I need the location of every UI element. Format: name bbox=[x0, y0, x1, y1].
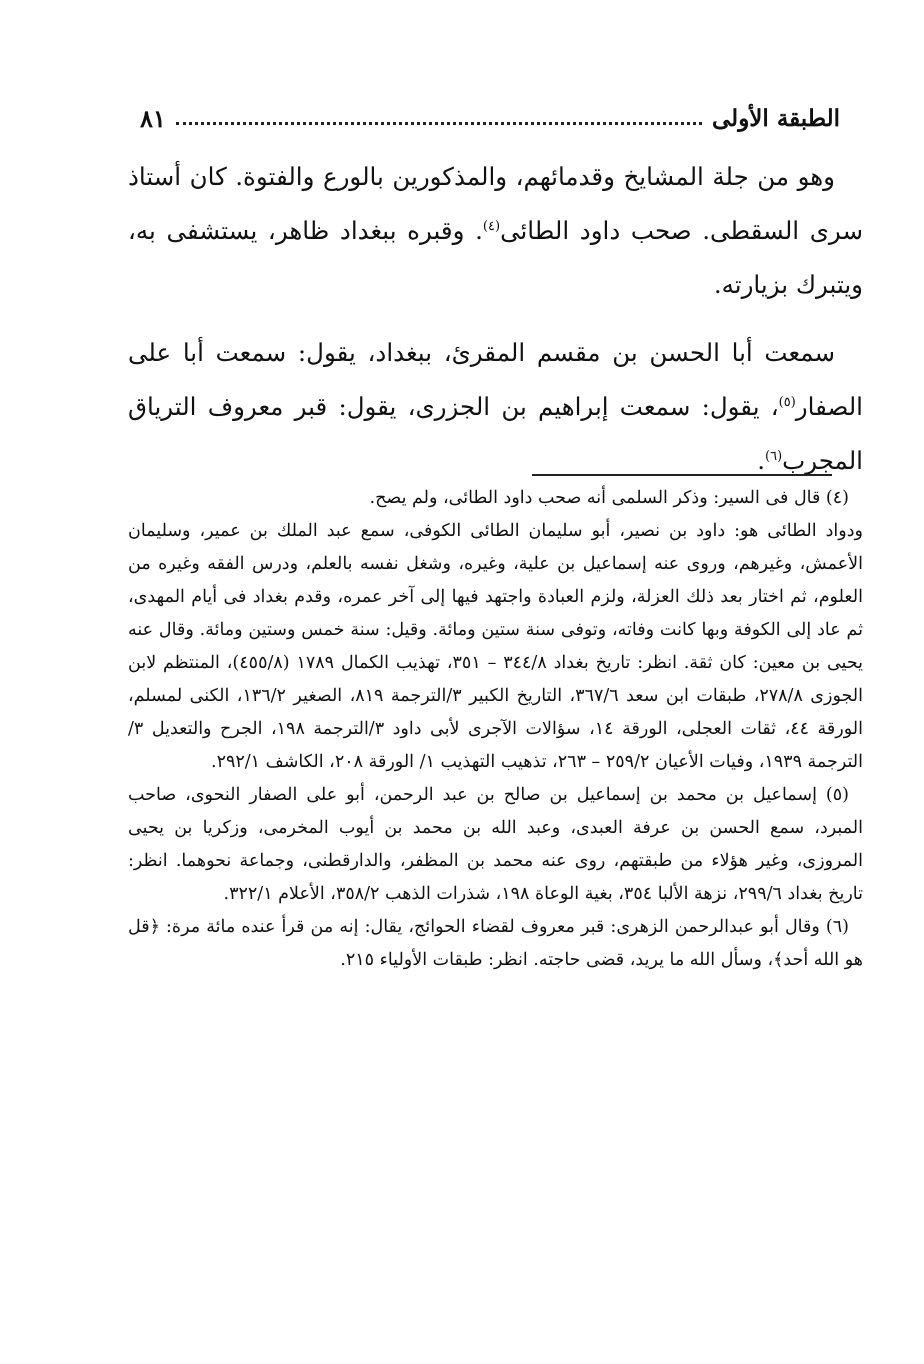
chapter-title: الطبقة الأولى bbox=[712, 104, 840, 132]
footnotes bbox=[128, 482, 863, 977]
footnote-ref-4: (٤) bbox=[482, 218, 501, 234]
paragraph-1-text-a: وهو من جلة المشايخ وقدمائهم، والمذكورين بالورع والفتوة. كان أستاذ سرى السقطى. صحب داود الطائى bbox=[128, 162, 863, 245]
footnote-4-body: ودواد الطائى هو: داود بن نصير، أبو سليمان الطائى الكوفى، سمع عبد الملك بن عمير، وسليمان الأعمش، وغيرهم، وروى عنه إسماعيل بن علية، وغيره، وشغل نفسه بالعلم، ودرس الفقه وغيره من العلوم، ثم اختار بعد ذلك العزلة، ولزم العبادة واجتهد فيها إلى آخر عمره، وقدم بغداد فى أيام المهدى، ثم عاد إلى الكوفة وبها كانت وفاته، وتوفى سنة ستين ومائة. وقيل: سنة خمس وستين ومائة. وقال عنه يحيى بن معين: كان ثقة. انظر: تاريخ بغداد ٣٤٤/٨ – ٣٥١، تهذيب الكمال ١٧٨٩ (٤٥٥/٨)، المنتظم لابن الجوزى ٢٧٨/٨، طبقات ابن سعد ٣٦٧/٦، التاريخ الكبير ٣/الترجمة ٨١٩، الصغير ١٣٦/٢، الكنى لمسلم، الورقة ٤٤، ثقات العجلى، الورقة ١٤، سؤالات الآجرى لأبى داود ٣/الترجمة ١٩٨، الجرح والتعديل ٣/ الترجمة ١٩٣٩، وفيات الأعيان ٢٥٩/٢ – ٢٦٣، تذهيب التهذيب ١/ الورقة ٢٠٨، الكاشف ٢٩٢/١. bbox=[128, 521, 863, 772]
footnote-4-intro: (٤) قال فى السير: وذكر السلمى أنه صحب داود الطائى، ولم يصح. bbox=[369, 488, 849, 508]
footnote-6: (٦) وقال أبو عبدالرحمن الزهرى: قبر معروف لقضاء الحوائج، يقال: إنه من قرأ عنده مائة مرة: ﴿قل هو الله أحد﴾، وسأل الله ما يريد، قضى حاجته. انظر: طبقات الأولياء ٢١٥. bbox=[128, 917, 863, 970]
paragraph-2-text-a: سمعت أبا الحسن بن مقسم المقرئ، ببغداد، يقول: سمعت أبا على الصفار bbox=[128, 338, 863, 421]
footnote-divider bbox=[532, 474, 832, 476]
footnote-ref-6: (٦) bbox=[765, 448, 783, 464]
running-header bbox=[140, 96, 840, 140]
dot-leader bbox=[176, 122, 702, 125]
page-number: ٨١ bbox=[140, 103, 166, 133]
paragraph-2-text-c: . bbox=[757, 446, 766, 475]
paragraph-1-text-b: . وقبره ببغداد ظاهر، يستشفى به، ويتبرك بزيارته. bbox=[128, 216, 863, 299]
footnote-ref-5: (٥) bbox=[778, 394, 796, 410]
main-text bbox=[128, 150, 863, 488]
footnote-5: (٥) إسماعيل بن محمد بن إسماعيل بن صالح بن عبد الرحمن، أبو على الصفار النحوى، صاحب المبرد، سمع الحسن بن عرفة العبدى، وعبد الله بن محمد بن أيوب المخرمى، وزكريا بن يحيى المروزى، وغير هؤلاء من طبقتهم، روى عنه محمد بن المظفر، والدارقطنى، وجماعة نحوهما. انظر: تاريخ بغداد ٢٩٩/٦، نزهة الألبا ٣٥٤، بغية الوعاة ١٩٨، شذرات الذهب ٣٥٨/٢، الأعلام ٣٢٢/١. bbox=[128, 785, 863, 904]
paragraph-2 bbox=[128, 326, 863, 488]
paragraph-2-text-b: ، يقول: سمعت إبراهيم بن الجزرى، يقول: قبر معروف الترياق المجرب bbox=[128, 392, 863, 475]
paragraph-1 bbox=[128, 150, 863, 312]
